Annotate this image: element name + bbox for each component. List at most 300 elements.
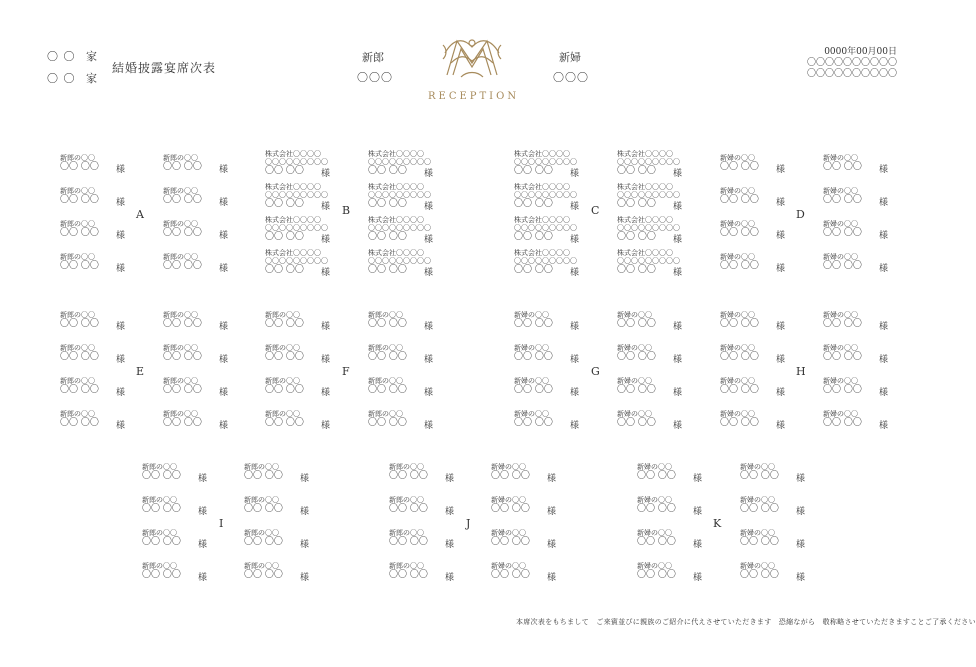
guest-relation: 新婦の〇〇 bbox=[720, 187, 755, 195]
guest-name: 〇〇 〇〇 bbox=[720, 352, 759, 362]
guest-name: 〇〇 〇〇 bbox=[637, 537, 676, 547]
guest-relation: 株式会社〇〇〇〇 bbox=[617, 249, 673, 257]
guest-entry bbox=[823, 220, 893, 241]
page-title: 結婚披露宴席次表 bbox=[112, 61, 217, 75]
guest-relation: 新郎の〇〇 bbox=[244, 562, 279, 570]
guest-relation: 新郎の〇〇 bbox=[163, 154, 198, 162]
guest-name: 〇〇 〇〇 bbox=[60, 319, 99, 329]
guest-name: 〇〇 〇〇 bbox=[823, 385, 862, 395]
guest-entry bbox=[823, 154, 893, 175]
guest-name: 〇〇 〇〇 bbox=[142, 537, 181, 547]
guest-name: 〇〇 〇〇 bbox=[142, 504, 181, 514]
guest-entry bbox=[163, 377, 233, 398]
honorific: 様 bbox=[219, 264, 229, 274]
honorific: 様 bbox=[879, 388, 889, 398]
guest-relation: 新郎の〇〇 bbox=[389, 463, 424, 471]
honorific: 様 bbox=[776, 322, 786, 332]
guest-relation: 新婦の〇〇 bbox=[823, 344, 858, 352]
guest-relation: 新婦の〇〇 bbox=[740, 463, 775, 471]
guest-entry bbox=[368, 377, 438, 398]
guest-name: 〇〇 〇〇 bbox=[265, 166, 304, 176]
guest-entry bbox=[637, 463, 707, 484]
guest-relation: 新郎の〇〇 bbox=[265, 410, 300, 418]
guest-entry bbox=[60, 220, 130, 241]
guest-relation: 新郎の〇〇 bbox=[60, 311, 95, 319]
guest-relation: 新郎の〇〇 bbox=[368, 311, 403, 319]
guest-name: 〇〇 〇〇 bbox=[823, 228, 862, 238]
guest-entry bbox=[244, 562, 314, 583]
guest-entry bbox=[368, 344, 438, 365]
honorific: 様 bbox=[424, 202, 434, 212]
guest-name: 〇〇 〇〇 bbox=[368, 385, 407, 395]
guest-entry bbox=[637, 562, 707, 583]
guest-entry bbox=[823, 344, 893, 365]
guest-relation: 株式会社〇〇〇〇 bbox=[265, 183, 321, 191]
guest-name: 〇〇 〇〇 bbox=[514, 166, 553, 176]
honorific: 様 bbox=[445, 573, 455, 583]
guest-entry bbox=[60, 410, 130, 431]
honorific: 様 bbox=[879, 231, 889, 241]
guest-relation: 新婦の〇〇 bbox=[637, 562, 672, 570]
guest-entry bbox=[142, 562, 212, 583]
guest-entry bbox=[163, 187, 233, 208]
honorific: 様 bbox=[300, 540, 310, 550]
header bbox=[0, 0, 943, 110]
guest-relation: 新婦の〇〇 bbox=[637, 463, 672, 471]
guest-entry bbox=[637, 529, 707, 550]
guest-relation-sub: 〇〇〇〇〇〇〇〇〇 bbox=[617, 257, 680, 265]
groom-role: 新郎 bbox=[362, 51, 384, 64]
guest-relation: 新婦の〇〇 bbox=[720, 377, 755, 385]
guest-entry bbox=[823, 253, 893, 274]
honorific: 様 bbox=[198, 507, 208, 517]
guest-relation-sub: 〇〇〇〇〇〇〇〇〇 bbox=[617, 191, 680, 199]
honorific: 様 bbox=[879, 322, 889, 332]
guest-name: 〇〇 〇〇 bbox=[163, 228, 202, 238]
guest-relation: 新郎の〇〇 bbox=[265, 311, 300, 319]
guest-name: 〇〇 〇〇 bbox=[720, 228, 759, 238]
guest-entry bbox=[514, 410, 584, 431]
guest-relation: 新郎の〇〇 bbox=[389, 496, 424, 504]
guest-name: 〇〇 〇〇 bbox=[617, 319, 656, 329]
guest-relation: 新郎の〇〇 bbox=[163, 410, 198, 418]
guest-entry bbox=[514, 150, 584, 179]
guest-name: 〇〇 〇〇 bbox=[740, 570, 779, 580]
guest-name: 〇〇 〇〇 bbox=[491, 504, 530, 514]
guest-entry bbox=[163, 311, 233, 332]
guest-relation: 新郎の〇〇 bbox=[142, 463, 177, 471]
guest-relation-sub: 〇〇〇〇〇〇〇〇〇 bbox=[514, 191, 577, 199]
guest-relation-sub: 〇〇〇〇〇〇〇〇〇 bbox=[265, 191, 328, 199]
guest-relation: 株式会社〇〇〇〇 bbox=[514, 249, 570, 257]
guest-name: 〇〇 〇〇 bbox=[265, 352, 304, 362]
guest-entry bbox=[823, 187, 893, 208]
honorific: 様 bbox=[300, 474, 310, 484]
guest-entry bbox=[60, 311, 130, 332]
family-line-1 bbox=[47, 48, 98, 64]
guest-relation: 新婦の〇〇 bbox=[720, 344, 755, 352]
guest-name: 〇〇 〇〇 bbox=[60, 162, 99, 172]
guest-entry bbox=[491, 562, 561, 583]
guest-entry bbox=[617, 311, 687, 332]
guest-relation: 株式会社〇〇〇〇 bbox=[265, 216, 321, 224]
guest-entry bbox=[244, 529, 314, 550]
guest-relation: 新郎の〇〇 bbox=[163, 187, 198, 195]
honorific: 様 bbox=[570, 355, 580, 365]
guest-name: 〇〇 〇〇 bbox=[389, 570, 428, 580]
honorific: 様 bbox=[321, 421, 331, 431]
guest-entry bbox=[368, 311, 438, 332]
guest-entry bbox=[514, 311, 584, 332]
honorific: 様 bbox=[198, 540, 208, 550]
guest-name: 〇〇 〇〇 bbox=[244, 570, 283, 580]
guest-relation: 新郎の〇〇 bbox=[163, 344, 198, 352]
honorific: 様 bbox=[321, 268, 331, 278]
guest-name: 〇〇 〇〇 bbox=[720, 162, 759, 172]
honorific: 様 bbox=[547, 540, 557, 550]
guest-relation: 新婦の〇〇 bbox=[823, 311, 858, 319]
guest-relation: 株式会社〇〇〇〇 bbox=[617, 216, 673, 224]
guest-entry bbox=[740, 562, 810, 583]
guest-relation: 新婦の〇〇 bbox=[514, 311, 549, 319]
honorific: 様 bbox=[796, 573, 806, 583]
guest-name: 〇〇 〇〇 bbox=[617, 385, 656, 395]
guest-name: 〇〇 〇〇 bbox=[389, 537, 428, 547]
family-line-2 bbox=[47, 70, 98, 86]
honorific: 様 bbox=[879, 198, 889, 208]
table-letter: D bbox=[796, 207, 805, 221]
honorific: 様 bbox=[321, 169, 331, 179]
honorific: 様 bbox=[219, 198, 229, 208]
honorific: 様 bbox=[116, 165, 126, 175]
family-label: 家 bbox=[86, 72, 98, 85]
guest-entry bbox=[60, 377, 130, 398]
guest-name: 〇〇 〇〇 bbox=[163, 352, 202, 362]
table-letter: B bbox=[342, 203, 351, 217]
guest-name: 〇〇 〇〇 bbox=[142, 570, 181, 580]
honorific: 様 bbox=[321, 202, 331, 212]
honorific: 様 bbox=[116, 198, 126, 208]
guest-relation: 新郎の〇〇 bbox=[163, 311, 198, 319]
guest-relation: 新郎の〇〇 bbox=[163, 220, 198, 228]
guest-entry bbox=[720, 311, 790, 332]
honorific: 様 bbox=[116, 388, 126, 398]
honorific: 様 bbox=[879, 421, 889, 431]
guest-entry bbox=[617, 216, 687, 245]
guest-entry bbox=[617, 150, 687, 179]
guest-entry bbox=[617, 183, 687, 212]
honorific: 様 bbox=[776, 421, 786, 431]
guest-relation-sub: 〇〇〇〇〇〇〇〇〇 bbox=[514, 224, 577, 232]
guest-relation: 新郎の〇〇 bbox=[163, 377, 198, 385]
guest-entry bbox=[142, 463, 212, 484]
guest-entry bbox=[740, 496, 810, 517]
guest-relation: 株式会社〇〇〇〇 bbox=[368, 216, 424, 224]
guest-name: 〇〇 〇〇 bbox=[514, 385, 553, 395]
honorific: 様 bbox=[424, 322, 434, 332]
guest-name: 〇〇 〇〇 bbox=[823, 352, 862, 362]
table-letter: K bbox=[713, 516, 722, 530]
guest-name: 〇〇 〇〇 bbox=[368, 166, 407, 176]
honorific: 様 bbox=[776, 264, 786, 274]
guest-relation: 新婦の〇〇 bbox=[720, 154, 755, 162]
guest-relation: 新郎の〇〇 bbox=[244, 529, 279, 537]
honorific: 様 bbox=[570, 322, 580, 332]
guest-name: 〇〇 〇〇 bbox=[60, 261, 99, 271]
honorific: 様 bbox=[219, 231, 229, 241]
honorific: 様 bbox=[796, 507, 806, 517]
guest-name: 〇〇 〇〇 bbox=[265, 385, 304, 395]
guest-entry bbox=[720, 410, 790, 431]
honorific: 様 bbox=[693, 507, 703, 517]
guest-name: 〇〇 〇〇 bbox=[720, 261, 759, 271]
guest-name: 〇〇 〇〇 bbox=[244, 471, 283, 481]
guest-name: 〇〇 〇〇 bbox=[265, 199, 304, 209]
guest-relation: 新郎の〇〇 bbox=[60, 253, 95, 261]
guest-entry bbox=[514, 344, 584, 365]
guest-relation: 新婦の〇〇 bbox=[491, 463, 526, 471]
guest-entry bbox=[617, 410, 687, 431]
guest-relation: 株式会社〇〇〇〇 bbox=[617, 150, 673, 158]
guest-name: 〇〇 〇〇 bbox=[740, 471, 779, 481]
guest-name: 〇〇 〇〇 bbox=[514, 265, 553, 275]
guest-relation-sub: 〇〇〇〇〇〇〇〇〇 bbox=[368, 191, 431, 199]
guest-relation-sub: 〇〇〇〇〇〇〇〇〇 bbox=[368, 257, 431, 265]
honorific: 様 bbox=[570, 169, 580, 179]
guest-entry bbox=[163, 344, 233, 365]
guest-relation: 新婦の〇〇 bbox=[491, 496, 526, 504]
wedding-date: 0000年00月00日 bbox=[824, 47, 897, 57]
guest-name: 〇〇 〇〇 bbox=[514, 319, 553, 329]
guest-relation: 新婦の〇〇 bbox=[617, 377, 652, 385]
guest-entry bbox=[389, 496, 459, 517]
honorific: 様 bbox=[547, 507, 557, 517]
guest-name: 〇〇 〇〇 bbox=[60, 228, 99, 238]
bride-name: 〇〇〇 bbox=[553, 71, 589, 84]
guest-entry bbox=[163, 220, 233, 241]
guest-entry bbox=[720, 377, 790, 398]
table-letter: G bbox=[591, 364, 600, 378]
guest-relation: 新婦の〇〇 bbox=[823, 187, 858, 195]
honorific: 様 bbox=[300, 507, 310, 517]
honorific: 様 bbox=[116, 355, 126, 365]
honorific: 様 bbox=[116, 421, 126, 431]
guest-relation: 新郎の〇〇 bbox=[265, 344, 300, 352]
guest-entry bbox=[720, 154, 790, 175]
guest-name: 〇〇 〇〇 bbox=[823, 261, 862, 271]
guest-relation: 新婦の〇〇 bbox=[740, 496, 775, 504]
guest-entry bbox=[265, 311, 335, 332]
guest-name: 〇〇 〇〇 bbox=[389, 471, 428, 481]
guest-name: 〇〇 〇〇 bbox=[823, 162, 862, 172]
guest-relation: 新婦の〇〇 bbox=[617, 410, 652, 418]
honorific: 様 bbox=[776, 388, 786, 398]
guest-entry bbox=[823, 311, 893, 332]
honorific: 様 bbox=[219, 355, 229, 365]
guest-relation: 新婦の〇〇 bbox=[823, 154, 858, 162]
guest-entry bbox=[265, 216, 335, 245]
reception-label: RECEPTION bbox=[428, 91, 520, 102]
guest-entry bbox=[60, 344, 130, 365]
venue-line-1: 〇〇〇〇〇〇〇〇〇〇 bbox=[806, 58, 897, 68]
guest-relation: 新郎の〇〇 bbox=[244, 463, 279, 471]
honorific: 様 bbox=[693, 474, 703, 484]
honorific: 様 bbox=[673, 421, 683, 431]
guest-entry bbox=[244, 463, 314, 484]
guest-relation-sub: 〇〇〇〇〇〇〇〇〇 bbox=[265, 158, 328, 166]
guest-relation-sub: 〇〇〇〇〇〇〇〇〇 bbox=[617, 224, 680, 232]
guest-name: 〇〇 〇〇 bbox=[163, 385, 202, 395]
guest-name: 〇〇 〇〇 bbox=[637, 504, 676, 514]
guest-relation: 新郎の〇〇 bbox=[142, 562, 177, 570]
honorific: 様 bbox=[445, 474, 455, 484]
guest-entry bbox=[368, 183, 438, 212]
guest-name: 〇〇 〇〇 bbox=[368, 319, 407, 329]
guest-name: 〇〇 〇〇 bbox=[163, 195, 202, 205]
guest-entry bbox=[244, 496, 314, 517]
guest-entry bbox=[142, 496, 212, 517]
guest-name: 〇〇 〇〇 bbox=[265, 418, 304, 428]
honorific: 様 bbox=[570, 268, 580, 278]
guest-relation: 株式会社〇〇〇〇 bbox=[368, 249, 424, 257]
guest-entry bbox=[637, 496, 707, 517]
table-letter: E bbox=[136, 364, 145, 378]
honorific: 様 bbox=[219, 322, 229, 332]
guest-entry bbox=[265, 183, 335, 212]
guest-relation: 新婦の〇〇 bbox=[514, 344, 549, 352]
honorific: 様 bbox=[570, 421, 580, 431]
guest-relation: 新婦の〇〇 bbox=[637, 496, 672, 504]
guest-relation: 新郎の〇〇 bbox=[60, 377, 95, 385]
honorific: 様 bbox=[219, 421, 229, 431]
guest-name: 〇〇 〇〇 bbox=[617, 352, 656, 362]
guest-relation-sub: 〇〇〇〇〇〇〇〇〇 bbox=[265, 224, 328, 232]
honorific: 様 bbox=[879, 165, 889, 175]
guest-entry bbox=[368, 249, 438, 278]
guest-entry bbox=[60, 253, 130, 274]
guest-entry bbox=[265, 344, 335, 365]
guest-name: 〇〇 〇〇 bbox=[617, 232, 656, 242]
honorific: 様 bbox=[776, 231, 786, 241]
guest-name: 〇〇 〇〇 bbox=[60, 418, 99, 428]
guest-relation: 株式会社〇〇〇〇 bbox=[368, 183, 424, 191]
guest-relation: 新郎の〇〇 bbox=[60, 344, 95, 352]
footer-note: 本席次表をもちまして ご来賓並びに親族のご紹介に代えさせていただきます 恐縮ながら 敬称略させていただきますことご了承ください bbox=[516, 618, 976, 626]
honorific: 様 bbox=[321, 355, 331, 365]
groom-name: 〇〇〇 bbox=[357, 71, 393, 84]
guest-entry bbox=[265, 377, 335, 398]
guest-relation: 新婦の〇〇 bbox=[637, 529, 672, 537]
guest-entry bbox=[60, 154, 130, 175]
honorific: 様 bbox=[693, 573, 703, 583]
guest-entry bbox=[720, 344, 790, 365]
guest-name: 〇〇 〇〇 bbox=[244, 504, 283, 514]
guest-name: 〇〇 〇〇 bbox=[491, 570, 530, 580]
guest-entry bbox=[617, 344, 687, 365]
honorific: 様 bbox=[219, 388, 229, 398]
guest-relation: 新郎の〇〇 bbox=[244, 496, 279, 504]
date-block bbox=[757, 47, 897, 80]
family-label: 家 bbox=[86, 50, 98, 63]
honorific: 様 bbox=[116, 322, 126, 332]
guest-name: 〇〇 〇〇 bbox=[514, 232, 553, 242]
guest-name: 〇〇 〇〇 bbox=[265, 232, 304, 242]
honorific: 様 bbox=[673, 388, 683, 398]
guest-entry bbox=[617, 377, 687, 398]
honorific: 様 bbox=[116, 264, 126, 274]
honorific: 様 bbox=[879, 355, 889, 365]
guest-relation: 新婦の〇〇 bbox=[514, 410, 549, 418]
honorific: 様 bbox=[424, 421, 434, 431]
guest-relation: 新郎の〇〇 bbox=[60, 410, 95, 418]
honorific: 様 bbox=[570, 388, 580, 398]
guest-name: 〇〇 〇〇 bbox=[720, 418, 759, 428]
guest-name: 〇〇 〇〇 bbox=[637, 570, 676, 580]
honorific: 様 bbox=[321, 235, 331, 245]
table-letter: C bbox=[591, 203, 600, 217]
table-letter: A bbox=[136, 207, 144, 221]
guest-entry bbox=[720, 220, 790, 241]
honorific: 様 bbox=[424, 235, 434, 245]
guest-entry bbox=[142, 529, 212, 550]
guest-relation: 新郎の〇〇 bbox=[265, 377, 300, 385]
guest-entry bbox=[389, 529, 459, 550]
honorific: 様 bbox=[424, 355, 434, 365]
honorific: 様 bbox=[673, 235, 683, 245]
guest-name: 〇〇 〇〇 bbox=[740, 504, 779, 514]
guest-entry bbox=[740, 529, 810, 550]
guest-name: 〇〇 〇〇 bbox=[368, 265, 407, 275]
guest-relation: 株式会社〇〇〇〇 bbox=[514, 150, 570, 158]
honorific: 様 bbox=[445, 540, 455, 550]
honorific: 様 bbox=[424, 268, 434, 278]
guest-relation-sub: 〇〇〇〇〇〇〇〇〇 bbox=[368, 158, 431, 166]
guest-relation-sub: 〇〇〇〇〇〇〇〇〇 bbox=[265, 257, 328, 265]
honorific: 様 bbox=[547, 474, 557, 484]
guest-relation: 新婦の〇〇 bbox=[823, 253, 858, 261]
honorific: 様 bbox=[424, 388, 434, 398]
guest-name: 〇〇 〇〇 bbox=[720, 319, 759, 329]
guest-relation: 新婦の〇〇 bbox=[617, 311, 652, 319]
guest-relation: 新郎の〇〇 bbox=[368, 410, 403, 418]
honorific: 様 bbox=[879, 264, 889, 274]
guest-name: 〇〇 〇〇 bbox=[491, 471, 530, 481]
guest-relation: 新婦の〇〇 bbox=[823, 377, 858, 385]
guest-name: 〇〇 〇〇 bbox=[823, 418, 862, 428]
guest-relation: 新婦の〇〇 bbox=[491, 562, 526, 570]
honorific: 様 bbox=[198, 474, 208, 484]
guest-name: 〇〇 〇〇 bbox=[368, 232, 407, 242]
guest-entry bbox=[514, 377, 584, 398]
honorific: 様 bbox=[116, 231, 126, 241]
guest-relation: 新郎の〇〇 bbox=[142, 496, 177, 504]
guest-relation: 新婦の〇〇 bbox=[740, 562, 775, 570]
guest-entry bbox=[720, 253, 790, 274]
guest-name: 〇〇 〇〇 bbox=[163, 418, 202, 428]
guest-relation: 新婦の〇〇 bbox=[617, 344, 652, 352]
guest-relation: 株式会社〇〇〇〇 bbox=[265, 150, 321, 158]
guest-relation-sub: 〇〇〇〇〇〇〇〇〇 bbox=[514, 257, 577, 265]
guest-relation: 新郎の〇〇 bbox=[368, 377, 403, 385]
guest-name: 〇〇 〇〇 bbox=[617, 199, 656, 209]
guest-entry bbox=[823, 410, 893, 431]
guest-name: 〇〇 〇〇 bbox=[514, 199, 553, 209]
guest-relation: 新郎の〇〇 bbox=[389, 562, 424, 570]
guest-relation: 新郎の〇〇 bbox=[163, 253, 198, 261]
guest-name: 〇〇 〇〇 bbox=[617, 418, 656, 428]
guest-name: 〇〇 〇〇 bbox=[617, 166, 656, 176]
guest-relation: 新婦の〇〇 bbox=[514, 377, 549, 385]
